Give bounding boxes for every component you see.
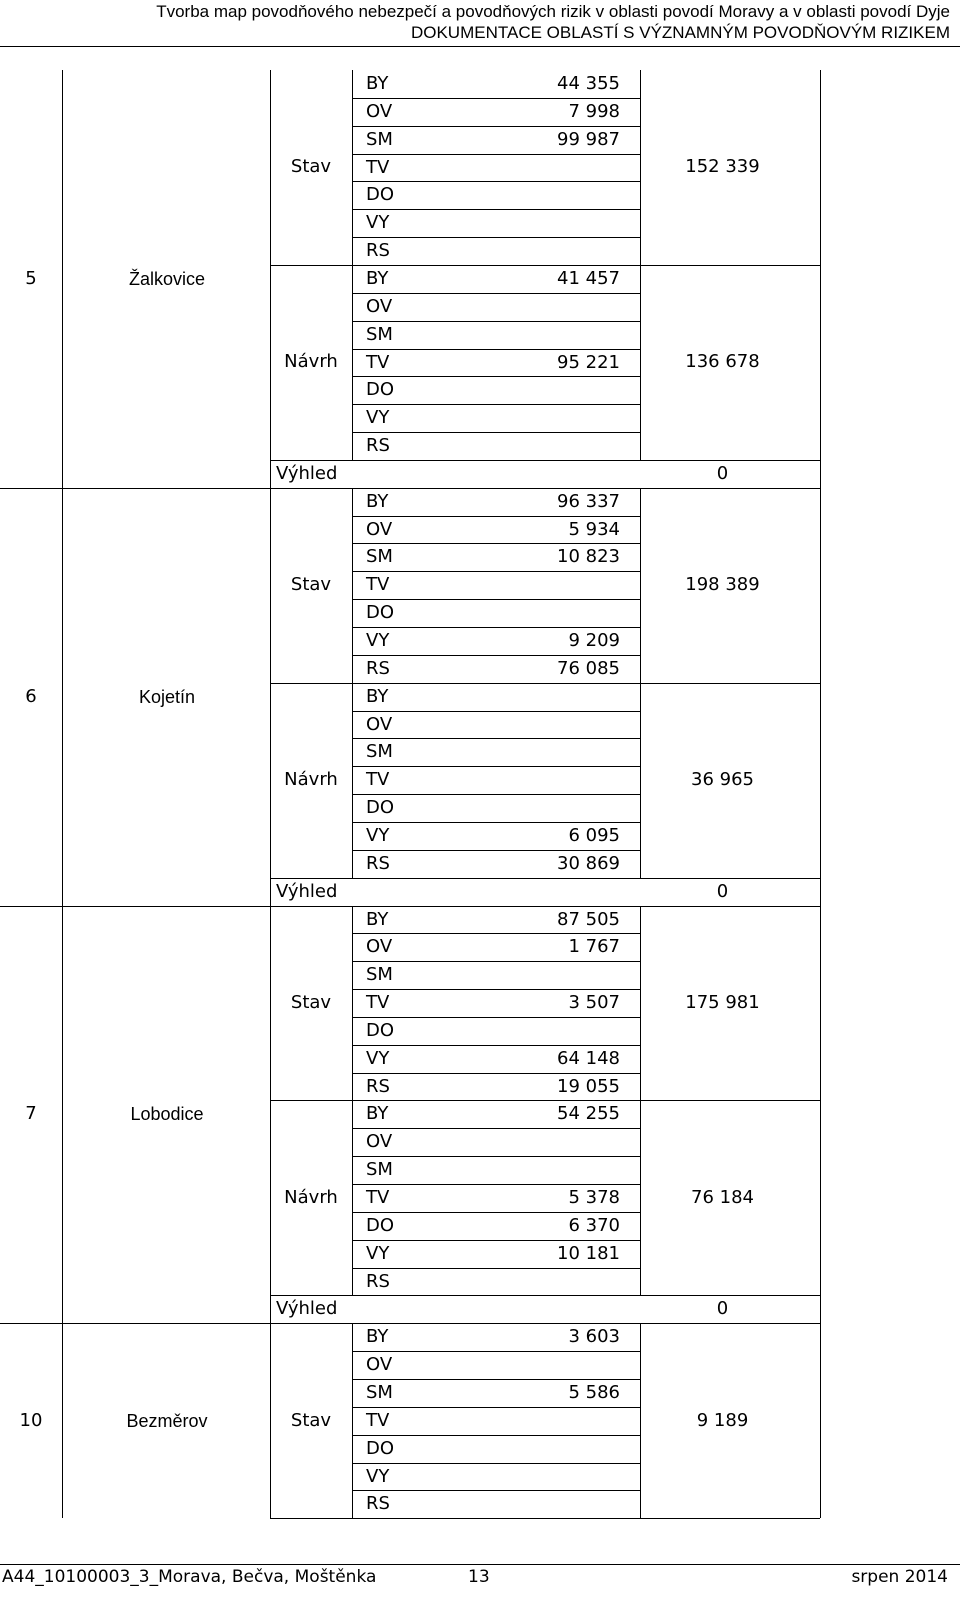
damage-value: 41 457 [557, 267, 620, 289]
damage-value: 6 370 [568, 1214, 620, 1236]
col-rule-code [352, 906, 353, 1101]
damage-value: 96 337 [557, 490, 620, 512]
vyhled-label: Výhled [276, 1298, 338, 1320]
damage-value: 5 586 [568, 1381, 620, 1403]
damage-category-code: VY [366, 407, 390, 429]
damage-value: 76 085 [557, 657, 620, 679]
damage-category-code: BY [366, 490, 389, 512]
header-title: Tvorba map povodňového nebezpečí a povodňových rizik v oblasti povodí Moravy a v oblasti povodí Dyje [156, 2, 950, 21]
damage-value: 7 998 [568, 100, 620, 122]
damage-category-code: RS [366, 852, 390, 874]
damage-category-code: BY [366, 1326, 389, 1348]
damage-value [380, 1435, 620, 1463]
col-rule-value [640, 70, 641, 265]
damage-value [380, 404, 620, 432]
damage-value [380, 1017, 620, 1045]
area-number: 10 [19, 1409, 43, 1431]
damage-value [380, 293, 620, 321]
variant-total: 175 981 [685, 991, 760, 1013]
damage-category-code: OV [366, 1131, 393, 1153]
footer-page-number: 13 [468, 1567, 490, 1587]
damage-value [380, 154, 620, 182]
damage-value: 5 378 [568, 1187, 620, 1208]
damage-category-code: RS [366, 435, 390, 457]
damage-category-code: SM [366, 323, 393, 345]
area-number: 7 [25, 1103, 37, 1125]
damage-category-code: RS [366, 240, 390, 262]
area-name: Žalkovice [128, 268, 206, 289]
damage-category-code: DO [366, 1214, 395, 1236]
damage-value: 95 221 [557, 351, 620, 373]
damage-category-code: SM [366, 1381, 393, 1403]
damage-category-code: OV [366, 1354, 393, 1376]
variant-label: Stav [290, 1409, 332, 1431]
col-rule-value [640, 265, 641, 460]
damage-category-code: DO [366, 797, 395, 819]
damage-category-code: BY [366, 267, 389, 289]
damage-category-code: TV [366, 156, 390, 178]
damage-category-code: TV [366, 574, 390, 596]
damage-category-code: DO [366, 379, 395, 401]
damage-value: 10 181 [557, 1242, 620, 1264]
footer-date: srpen 2014 [851, 1567, 948, 1587]
damage-value [380, 209, 620, 237]
damage-category-code: SM [366, 964, 393, 986]
damage-value: 5 934 [568, 518, 620, 540]
vyhled-total: 0 [716, 462, 729, 484]
damage-value: 10 823 [557, 546, 620, 568]
col-rule-number [62, 70, 63, 1518]
damage-value [380, 432, 620, 460]
damage-category-code: OV [366, 295, 393, 317]
footer-doc-id: A44_10100003_3_Morava, Bečva, Moštěnka [2, 1567, 377, 1587]
damage-value [380, 1128, 620, 1156]
damage-value [380, 1156, 620, 1184]
damage-value: 30 869 [557, 852, 620, 874]
damage-value: 1 767 [568, 936, 620, 958]
damage-value [380, 237, 620, 265]
damage-category-code: RS [366, 1493, 390, 1515]
vyhled-label: Výhled [276, 462, 338, 484]
col-rule-code [352, 1100, 353, 1295]
damage-value [380, 1407, 620, 1435]
damage-value: 9 209 [568, 630, 620, 651]
damage-value: 99 987 [557, 128, 620, 150]
col-rule-value [640, 1100, 641, 1295]
damage-category-code: DO [366, 184, 395, 206]
variant-label: Stav [290, 574, 332, 596]
col-rule-right [820, 70, 821, 1518]
damage-value: 3 603 [568, 1326, 620, 1348]
damage-category-code: VY [366, 630, 390, 651]
damage-category-code: RS [366, 657, 390, 679]
damage-category-code: TV [366, 351, 390, 373]
col-rule-name [270, 70, 271, 1518]
damage-category-code: SM [366, 128, 393, 150]
damage-value: 19 055 [557, 1075, 620, 1097]
damage-category-code: TV [366, 769, 390, 791]
col-rule-code [352, 1323, 353, 1518]
damage-category-code: DO [366, 602, 395, 624]
damage-category-code: SM [366, 741, 393, 763]
header-rule [0, 46, 960, 47]
col-rule-code [352, 488, 353, 683]
area-name: Lobodice [130, 1104, 204, 1125]
damage-value: 3 507 [568, 992, 620, 1014]
damage-category-code: DO [366, 1437, 395, 1459]
damage-value [380, 1463, 620, 1491]
damage-category-code: VY [366, 1047, 390, 1069]
variant-label: Stav [290, 991, 332, 1013]
damage-category-code: SM [366, 1159, 393, 1181]
damage-category-code: RS [366, 1270, 390, 1292]
col-rule-value [640, 906, 641, 1101]
damage-value [380, 711, 620, 739]
variant-total: 36 965 [691, 769, 754, 791]
damage-category-code: TV [366, 992, 390, 1014]
col-rule-code [352, 70, 353, 265]
damage-value [380, 1268, 620, 1296]
area-name: Bezměrov [126, 1410, 208, 1431]
variant-total: 152 339 [685, 156, 760, 178]
damage-category-code: BY [366, 1103, 389, 1125]
variant-total: 76 184 [691, 1186, 754, 1208]
damage-category-code: OV [366, 518, 393, 540]
damage-value [380, 794, 620, 822]
damage-category-code: TV [366, 1409, 390, 1431]
damage-value: 44 355 [557, 73, 620, 94]
damage-category-code: DO [366, 1019, 395, 1041]
damage-category-code: OV [366, 936, 393, 958]
damage-value [380, 766, 620, 794]
damage-value [380, 961, 620, 989]
damage-category-code: VY [366, 824, 390, 846]
damage-value [380, 181, 620, 209]
damage-value [380, 599, 620, 627]
damage-category-code: BY [366, 73, 389, 94]
col-rule-value [640, 1323, 641, 1518]
vyhled-total: 0 [716, 880, 729, 902]
area-number: 5 [25, 267, 37, 289]
col-rule-value [640, 488, 641, 683]
variant-label: Stav [290, 156, 332, 178]
col-rule-value [640, 683, 641, 878]
header-subtitle: DOKUMENTACE OBLASTÍ S VÝZNAMNÝM POVODŇOVÝM RIZIKEM [410, 23, 950, 42]
damage-category-code: SM [366, 546, 393, 568]
damage-category-code: VY [366, 1465, 390, 1487]
variant-total: 9 189 [696, 1409, 749, 1431]
damage-value: 6 095 [568, 824, 620, 846]
variant-label: Návrh [284, 769, 338, 791]
variant-total: 198 389 [685, 574, 760, 596]
damage-value [380, 1490, 620, 1518]
damage-category-code: BY [366, 685, 389, 707]
damage-value [380, 1351, 620, 1379]
variant-label: Návrh [284, 351, 338, 373]
damage-category-code: TV [366, 1187, 390, 1208]
area-name: Kojetín [138, 686, 196, 707]
vyhled-label: Výhled [276, 880, 338, 902]
damage-value [380, 738, 620, 766]
variant-rule [270, 1518, 820, 1519]
vyhled-total: 0 [716, 1298, 729, 1320]
damage-category-code: RS [366, 1075, 390, 1097]
damage-category-code: VY [366, 212, 390, 234]
damage-value [380, 321, 620, 349]
col-rule-code [352, 265, 353, 460]
damage-value: 54 255 [557, 1103, 620, 1125]
variant-label: Návrh [284, 1186, 338, 1208]
col-rule-code [352, 683, 353, 878]
variant-total: 136 678 [685, 351, 760, 373]
damage-value [380, 376, 620, 404]
damage-category-code: BY [366, 908, 389, 930]
damage-value: 87 505 [557, 908, 620, 930]
damage-category-code: OV [366, 100, 393, 122]
area-number: 6 [25, 685, 37, 707]
damage-category-code: OV [366, 713, 393, 735]
damage-value [380, 571, 620, 599]
damage-value: 64 148 [557, 1047, 620, 1069]
footer-rule [0, 1564, 960, 1565]
damage-value [380, 683, 620, 711]
damage-category-code: VY [366, 1242, 390, 1264]
